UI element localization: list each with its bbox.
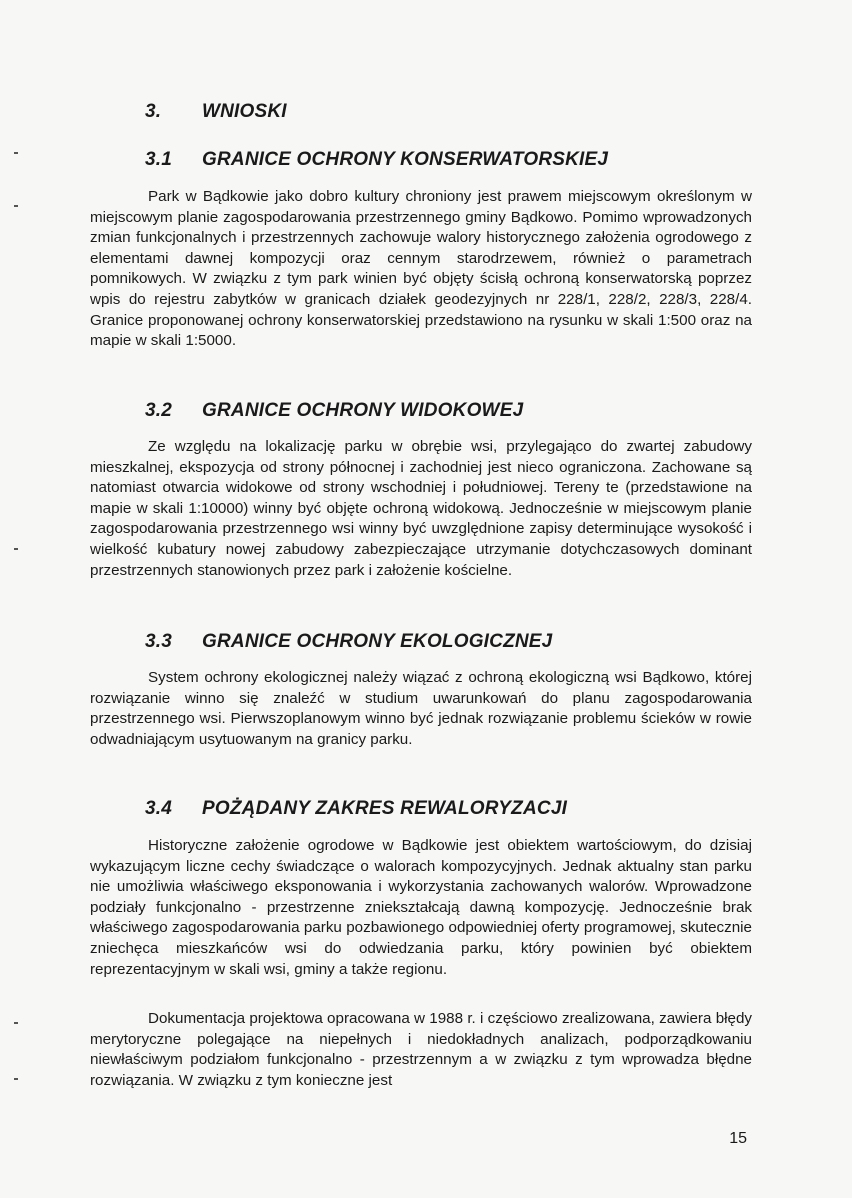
paragraph xyxy=(90,836,752,980)
section-title: GRANICE OCHRONY KONSERWATORSKIEJ xyxy=(202,149,609,170)
paragraph-text: Park w Bądkowie jako dobro kultury chroniony jest prawem miejscowym określonym w miejscowym planie zagospodarowania przestrzennego gminy Bądkowo. Pomimo wprowadzonych zmian funkcjonalnych i przestrzennych zachowuje walory historycznego założenia ogrodowego z elementami dawnej kompozycji oraz cennym starodrzewem, również o parametrach pomnikowych. W związku z tym park winien być objęty ścisłą ochroną konserwatorską poprzez wpis do rejestru zabytków w granicach działek geodezyjnych nr 228/1, 228/2, 228/3, 228/4. Granice proponowanej ochrony konserwatorskiej przedstawiono na rysunku w skali 1:500 oraz na mapie w skali 1:5000. xyxy=(90,188,752,350)
section-heading xyxy=(145,631,552,653)
section-number: 3. xyxy=(145,101,162,122)
section-title: POŻĄDANY ZAKRES REWALORYZACJI xyxy=(202,798,568,819)
section-heading xyxy=(145,149,608,171)
scan-mark xyxy=(14,1022,18,1024)
scan-mark xyxy=(14,1078,18,1080)
scan-mark xyxy=(14,548,18,550)
paragraph xyxy=(90,1009,752,1091)
section-title: GRANICE OCHRONY EKOLOGICZNEJ xyxy=(202,631,553,652)
paragraph xyxy=(90,668,752,750)
paragraph xyxy=(90,437,752,581)
scan-mark xyxy=(14,205,18,207)
section-number: 3.1 xyxy=(145,149,173,170)
paragraph-text: System ochrony ekologicznej należy wiązać z ochroną ekologiczną wsi Bądkowo, której rozwiązanie winno się znaleźć w studium uwarunkowań do planu zagospodarowania przestrzennego wsi. Pierwszoplanowym winno być jednak rozwiązanie problemu ścieków w rowie odwadniającym usytuowanym na granicy parku. xyxy=(90,669,752,748)
paragraph-text: Historyczne założenie ogrodowe w Bądkowie jest obiektem wartościowym, do dzisiaj wykazującym liczne cechy świadczące o walorach kompozycyjnych. Jednak aktualny stan parku nie umożliwia właściwego eksponowania i wykorzystania zachowanych walorów. Wprowadzone podziały funkcjonalno - przestrzenne zniekształcają dawną kompozycję. Jednocześnie brak właściwego zagospodarowania parku pozbawionego odpowiedniej oferty programowej, skutecznie zniechęca mieszkańców wsi do odwiedzania parku, który powinien być obiektem reprezentacyjnym w skali wsi, gminy a także regionu. xyxy=(90,837,752,978)
paragraph-text: Dokumentacja projektowa opracowana w 1988 r. i częściowo zrealizowana, zawiera błędy merytoryczne polegające na niepełnych i niedokładnych analizach, podporządkowaniu niewłaściwym podziałom funkcjonalno - przestrzennym a w związku z tym wprowadza błędne rozwiązania. W związku z tym konieczne jest xyxy=(90,1010,752,1089)
page-number: 15 xyxy=(729,1130,747,1147)
section-number: 3.4 xyxy=(145,798,173,819)
section-number: 3.2 xyxy=(145,400,173,421)
section-heading xyxy=(145,798,567,820)
section-heading xyxy=(145,101,287,123)
paragraph xyxy=(90,187,752,352)
section-number: 3.3 xyxy=(145,631,173,652)
section-title: GRANICE OCHRONY WIDOKOWEJ xyxy=(202,400,524,421)
section-heading xyxy=(145,400,523,422)
scan-mark xyxy=(14,152,18,154)
paragraph-text: Ze względu na lokalizację parku w obrębie wsi, przylegająco do zwartej zabudowy mieszkalnej, ekspozycja od strony północnej i zachodniej jest nieco ograniczona. Zachowane są natomiast otwarcia widokowe od strony wschodniej i południowej. Tereny te (przedstawione na mapie w skali 1:10000) winny być objęte ochroną widokową. Jednocześnie w miejscowym planie zagospodarowania przestrzennego wsi winny być uwzględnione zapisy determinujące wysokość i wielkość kubatury nowej zabudowy zabezpieczające utrzymanie dotychczasowych dominant przestrzennych stanowionych przez park i założenie kościelne. xyxy=(90,438,752,579)
section-title: WNIOSKI xyxy=(202,101,287,122)
